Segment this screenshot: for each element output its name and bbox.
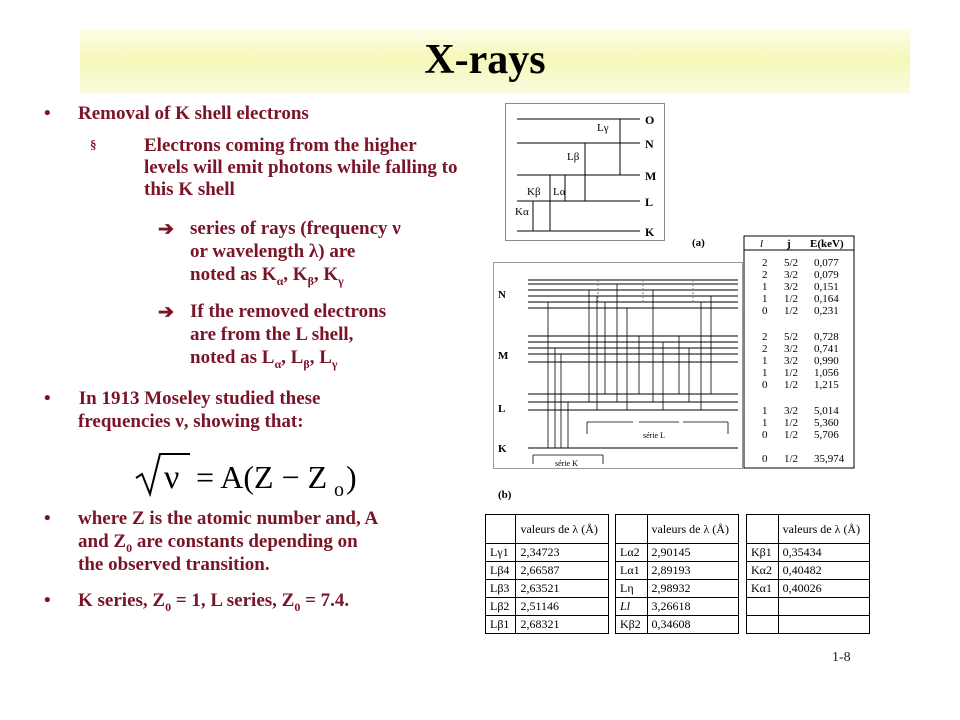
wl-header: valeurs de λ (Å) [778,515,869,544]
svg-text:(a): (a) [692,237,705,249]
svg-text:1: 1 [762,417,768,429]
svg-text:Kβ: Kβ [527,186,541,198]
svg-text:3/2: 3/2 [784,281,799,293]
svg-text:0: 0 [762,379,768,391]
moseley-formula [130,448,390,500]
svg-text:0,151: 0,151 [814,281,839,293]
svg-text:0,728: 0,728 [814,331,839,343]
bullet-dot: • [44,508,51,529]
svg-text:3/2: 3/2 [784,355,799,367]
svg-text:0: 0 [762,305,768,317]
svg-text:1: 1 [762,293,768,305]
arrow-2-line-1: If the removed electrons [190,301,387,322]
wavelength-table-1: valeurs de λ (Å) Lγ1 2,34723 Lβ4 2,66587 Lβ3 2,63521 Lβ2 2,51146 Lβ1 2,68321 [485,514,609,634]
svg-text:0,164: 0,164 [814,293,839,305]
svg-text:2: 2 [762,257,768,269]
bullet-1-text: Removal of K shell electrons [78,103,309,124]
bullet-1-sub-text: Electrons coming from the higher levels will emit photons while falling to this K shell [144,135,458,200]
svg-text:(b): (b) [498,489,512,500]
arrow-icon: ➔ [158,219,174,240]
formula-close: ) [346,459,357,495]
svg-text:2: 2 [762,269,768,281]
svg-text:0,231: 0,231 [814,305,839,317]
formula-nu: ν [164,459,180,496]
svg-text:1/2: 1/2 [784,305,799,317]
svg-text:N: N [498,289,506,301]
transition-diagram-b [493,262,743,500]
page-number: 1-8 [832,650,851,665]
svg-text:3/2: 3/2 [784,269,799,281]
svg-text:E(keV): E(keV) [810,238,844,250]
bullet-3-line-1: where Z is the atomic number and, A [78,508,379,529]
arrow-1-line-1: series of rays (frequency ν [190,218,401,239]
svg-text:1: 1 [762,405,768,417]
level-diagram-a [505,103,665,241]
svg-text:1,215: 1,215 [814,379,839,391]
arrow-1-line-3: noted as $K_\alpha$, $K_\beta$, $K_\gamma$ [190,264,344,288]
bullet-2-line-2: frequencies ν, showing that: [78,411,304,432]
svg-text:L: L [498,403,506,415]
svg-text:série K: série K [555,459,578,468]
svg-text:1/2: 1/2 [784,429,799,441]
svg-text:Lγ: Lγ [597,122,609,134]
svg-text:1/2: 1/2 [784,379,799,391]
svg-text:série L: série L [643,431,665,440]
svg-text:2: 2 [762,331,768,343]
svg-text:1: 1 [762,281,768,293]
svg-text:Lβ: Lβ [567,151,580,163]
svg-text:0: 0 [762,429,768,441]
bullet-dot: • [44,103,51,124]
svg-text:Lα: Lα [553,186,566,198]
svg-text:0,077: 0,077 [814,257,839,269]
arrow-1-line-2: or wavelength λ) are [190,241,356,262]
svg-text:l: l [760,238,764,250]
svg-text:3/2: 3/2 [784,343,799,355]
svg-text:M: M [498,350,509,362]
wl-header: valeurs de λ (Å) [647,515,739,544]
svg-text:3/2: 3/2 [784,405,799,417]
svg-text:5/2: 5/2 [784,257,799,269]
svg-text:5/2: 5/2 [784,331,799,343]
svg-text:5,014: 5,014 [814,405,839,417]
svg-text:N: N [645,137,654,151]
svg-text:1/2: 1/2 [784,453,799,465]
svg-text:M: M [645,169,657,183]
svg-text:35,974: 35,974 [814,453,845,465]
bullet-dot: • [44,388,51,409]
svg-text:1/2: 1/2 [784,293,799,305]
svg-text:1: 1 [762,367,768,379]
wl-header: valeurs de λ (Å) [516,515,609,544]
formula-rhs: = A(Z − Z [196,459,328,495]
svg-text:5,360: 5,360 [814,417,839,429]
formula-sub: o [334,479,344,500]
bullet-dot: • [44,590,51,611]
svg-text:1: 1 [762,355,768,367]
bullet-4-text: K series, $Z_0 = 1$, L series, $Z_0 = 7.4$. [78,590,350,614]
slide-title: X-rays [424,37,546,83]
svg-text:0: 0 [762,453,768,465]
arrow-2-line-2: are from the L shell, [190,324,354,345]
svg-text:0,990: 0,990 [814,355,839,367]
svg-text:5,706: 5,706 [814,429,839,441]
bullet-3-line-2: and $Z_0$ are constants depending on [78,531,358,555]
wavelength-table-2: valeurs de λ (Å) Lα2 2,90145 Lα1 2,89193 Lη 2,98932 Ll 3,26618 Kβ2 0,34608 [615,514,739,634]
svg-text:O: O [645,113,655,127]
svg-text:1/2: 1/2 [784,417,799,429]
svg-text:L: L [645,195,654,209]
svg-text:0,741: 0,741 [814,343,839,355]
bullet-2-line-1: In 1913 Moseley studied these [74,388,321,409]
svg-text:2: 2 [762,343,768,355]
svg-text:1/2: 1/2 [784,367,799,379]
arrow-2-line-3: noted as $L_\alpha$, $L_\beta$, $L_\gamma$ [190,347,338,371]
svg-text:0,079: 0,079 [814,269,839,281]
wavelength-table-3: valeurs de λ (Å) Kβ1 0,35434 Kα2 0,40482 Kα1 0,40026 [746,514,870,634]
svg-text:K: K [498,443,507,455]
svg-text:K: K [645,225,655,239]
svg-text:Kα: Kα [515,206,529,218]
bullet-3-line-3: the observed transition. [78,554,270,575]
sub-bullet-square: § [90,137,97,152]
svg-text:j: j [787,238,791,250]
arrow-icon: ➔ [158,302,174,323]
svg-text:1,056: 1,056 [814,367,839,379]
